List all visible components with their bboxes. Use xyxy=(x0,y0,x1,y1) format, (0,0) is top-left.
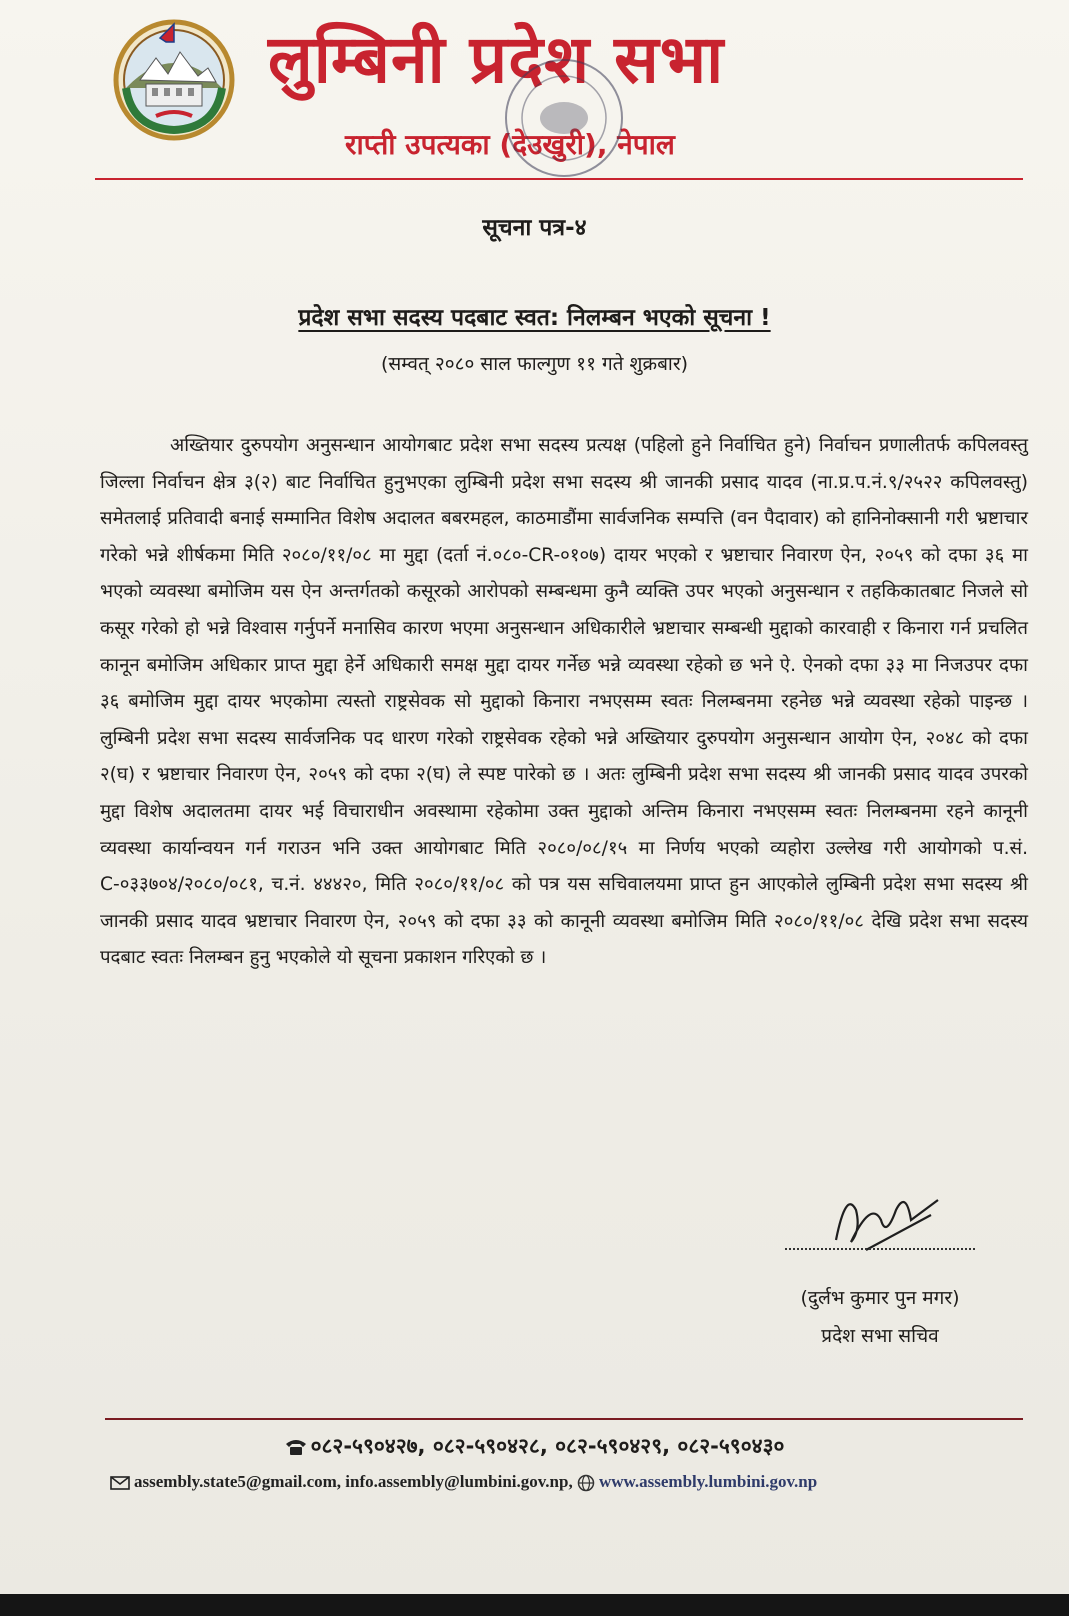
stamp-icon xyxy=(494,40,634,190)
telephone-icon xyxy=(285,1438,307,1456)
globe-icon xyxy=(577,1474,595,1492)
website-link[interactable]: www.assembly.lumbini.gov.np xyxy=(598,1472,818,1491)
phone-numbers-text: ०८२-५९०४२७, ०८२-५९०४२८, ०८२-५९०४२९, ०८२-५९०४३० xyxy=(310,1434,785,1458)
signature-line xyxy=(785,1248,975,1250)
notice-heading xyxy=(0,300,1069,332)
bottom-band xyxy=(0,1594,1069,1616)
signatory-title: प्रदेश सभा सचिव xyxy=(821,1325,939,1347)
email-addresses[interactable]: assembly.state5@gmail.com, info.assembly@lumbini.gov.np, xyxy=(134,1472,573,1491)
notice-body: अख्तियार दुरुपयोग अनुसन्धान आयोगबाट प्रदेश सभा सदस्य प्रत्यक्ष (पहिलो हुने निर्वाचित हुने) निर्वाचन प्रणालीतर्फ कपिलवस्तु जिल्ला निर्वाचन क्षेत्र ३(२) बाट निर्वाचित हुनुभएका लुम्बिनी प्रदेश सभा सदस्य श्री जानकी प्रसाद यादव (ना.प्र.प.नं.९/२५२२ कपिलवस्तु) समेतलाई प्रतिवादी बनाई सम्मानित विशेष अदालत बबरमहल, काठमाडौंमा सार्वजनिक सम्पत्ति (वन पैदावार) को हानिनोक्सानी गरी भ्रष्टाचार गरेको भन्ने शीर्षकमा मिति २०८०/११/०८ मा मुद्दा (दर्ता नं.०८०-CR-०१०७) दायर भएको र भ्रष्टाचार निवारण ऐन, २०५९ को दफा ३६ मा भएको व्यवस्था बमोजिम यस ऐन अन्तर्गतको कसूरको आरोपको सम्बन्धमा कुनै व्यक्ति उपर भएको अनुसन्धान र तहकिकातबाट निजले सो कसूर गरेको हो भन्ने विश्वास गर्नुपर्ने मनासिव कारण भएमा अनुसन्धान अधिकारीले भ्रष्टाचार सम्बन्धी मुद्दाको कारवाही र किनारा गर्न प्रचलित कानून बमोजिम अधिकार प्राप्त मुद्दा हेर्ने अधिकारी समक्ष मुद्दा दायर गर्नेछ भन्ने व्यवस्था रहेको छ भने ऐ. ऐनको दफा ३३ मा निजउपर दफा ३६ बमोजिम मुद्दा दायर भएकोमा त्यस्तो राष्ट्रसेवक सो मुद्दाको किनारा नभएसम्म स्वतः निलम्बनमा रहनेछ भन्ने व्यवस्था रहेको पाइन्छ । लुम्बिनी प्रदेश सभा सदस्य सार्वजनिक पद धारण गरेको राष्ट्रसेवक रहेको भन्ने अख्तियार दुरुपयोग अनुसन्धान आयोग ऐन, २०४८ को दफा २(घ) र भ्रष्टाचार निवारण ऐन, २०५९ को दफा २(घ) ले स्पष्ट पारेको छ । अतः लुम्बिनी प्रदेश सभा सदस्य श्री जानकी प्रसाद यादव उपरको मुद्दा विशेष अदालतमा दायर भई विचाराधीन अवस्थामा रहेकोमा उक्त मुद्दाको अन्तिम किनारा नभएसम्म स्वतः निलम्बनमा रहने कानूनी व्यवस्था कार्यान्वयन गर्न गराउन भनि उक्त आयोगबाट मिति २०८०/०८/१५ मा निर्णय भएको व्यहोरा उल्लेख गरी आयोगको प.सं. C-०३३७०४/२०८०/०८१, च.नं. ४४४२०, मिति २०८०/११/०८ को पत्र यस सचिवालयमा प्राप्त हुन आएकोले लुम्बिनी प्रदेश सभा सदस्य श्री जानकी प्रसाद यादव भ्रष्टाचार निवारण ऐन, २०५९ को दफा ३३ को कानूनी व्यवस्था बमोजिम मिति २०८०/११/०८ देखि प्रदेश सभा सदस्य पदबाट स्वतः निलम्बन हुनु भएकोले यो सूचना प्रकाशन गरिएको छ । xyxy=(100,435,1028,969)
header-divider xyxy=(95,178,1023,180)
phone-numbers xyxy=(0,1432,1069,1460)
footer-divider xyxy=(105,1418,1023,1420)
envelope-icon xyxy=(110,1476,130,1490)
lumbini-province-emblem xyxy=(112,18,236,142)
contact-details xyxy=(110,1472,1010,1492)
notice-date: (सम्वत् २०८० साल फाल्गुण ११ गते शुक्रबार) xyxy=(380,353,689,375)
notice-heading-text: प्रदेश सभा सदस्य पदबाट स्वत: निलम्बन भएको सूचना ! xyxy=(298,305,771,331)
signatory-name: (दुर्लभ कुमार पुन मगर) xyxy=(800,1287,960,1309)
assembly-location: राप्ती उपत्यका (देउखुरी), नेपाल xyxy=(345,128,675,161)
notice-number: सूचना पत्र-४ xyxy=(482,215,587,241)
assembly-title: लुम्बिनी प्रदेश सभा xyxy=(268,21,725,98)
